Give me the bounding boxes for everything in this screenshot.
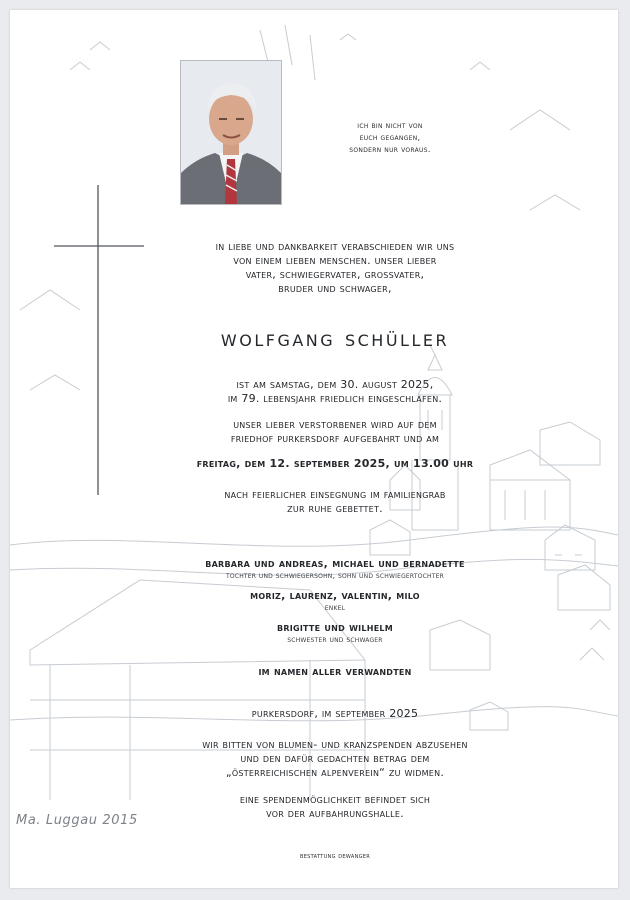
donation-line: wir bitten von blumen- und kranzspenden abzusehen (202, 738, 468, 751)
portrait-photo (180, 60, 282, 205)
donation-box-line: eine spendenmöglichkeit befindet sich (239, 793, 431, 806)
laid-out-notice (70, 418, 600, 446)
deceased-name: wolfgang schüller (220, 326, 450, 352)
quote-line: euch gegangen, (359, 133, 421, 142)
mourner-group (70, 589, 600, 613)
funeral-home: bestattung dewanger (299, 852, 371, 860)
intro-line: von einem lieben menschen. unser lieber (233, 254, 437, 267)
artist-signature: Ma. Luggau 2015 (16, 813, 138, 828)
laid-out-line: friedhof purkersdorf aufgebahrt und am (230, 432, 440, 445)
parte-page (10, 10, 618, 888)
mourner-relation: schwester und schwager (287, 635, 383, 644)
place-date: purkersdorf, im september 2025 (251, 707, 419, 720)
mourner-relation: tochter und schwiegersohn, sohn und schwiegertochter (226, 571, 444, 580)
burial-line: nach feierlicher einsegnung im familiengrab (224, 488, 446, 501)
donation-box-notice (70, 793, 600, 821)
mourner-names: brigitte und wilhelm (277, 621, 393, 634)
memorial-quote (330, 120, 450, 156)
mourner-group (70, 621, 600, 645)
funeral-date: freitag, dem 12. september 2025, um 13.00 uhr (196, 457, 474, 470)
quote-line: ich bin nicht von (357, 121, 423, 130)
donation-line: und den dafür gedachten betrag dem (240, 752, 430, 765)
portrait-figure (181, 61, 281, 204)
death-notice (70, 378, 600, 406)
quote-line: sondern nur voraus. (349, 145, 431, 154)
mourner-names: barbara und andreas, michael und bernadette (205, 557, 465, 570)
burial-notice (70, 488, 600, 516)
death-line: im 79. lebensjahr friedlich eingeschlafen. (227, 392, 443, 405)
intro-line: bruder und schwager, (278, 282, 392, 295)
intro-line: vater, schwiegervater, grossvater, (245, 268, 425, 281)
mourner-group (70, 557, 600, 581)
mourner-names: moriz, laurenz, valentin, milo (250, 589, 420, 602)
laid-out-line: unser lieber verstorbener wird auf dem (233, 418, 437, 431)
intro-line: in liebe und dankbarkeit verabschieden wir uns (215, 240, 455, 253)
donation-box-line: vor der aufbahrungshalle. (266, 807, 404, 820)
donation-request (70, 738, 600, 780)
death-line: ist am samstag, dem 30. august 2025, (236, 378, 434, 391)
intro-text (70, 240, 600, 296)
relatives-line: im namen aller verwandten (258, 665, 412, 678)
mourner-relation: enkel (324, 603, 346, 612)
burial-line: zur ruhe gebettet. (287, 502, 383, 515)
donation-line: „österreichischen alpenverein“ zu widmen. (225, 766, 445, 779)
